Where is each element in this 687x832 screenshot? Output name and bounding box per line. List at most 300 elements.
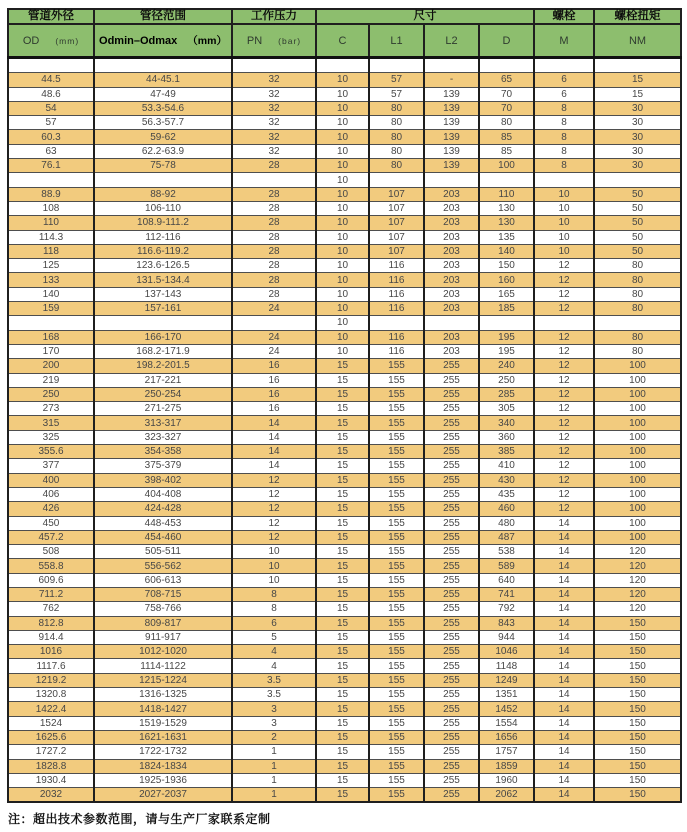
cell: 10 [534,201,594,215]
cell: 255 [424,587,479,601]
cell: 100 [594,359,681,373]
cell: 255 [424,387,479,401]
cell: 133 [8,273,94,287]
cell: 157-161 [94,302,232,316]
cell: 3.5 [232,688,316,702]
cell: 255 [424,602,479,616]
cell: 155 [369,716,424,730]
cell [94,316,232,330]
cell: 255 [424,773,479,787]
table-row [8,759,681,773]
cell: 139 [424,144,479,158]
cell: 110 [8,216,94,230]
cell: 44-45.1 [94,73,232,87]
cell: 114.3 [8,230,94,244]
table-row [8,73,681,87]
cell: 400 [8,473,94,487]
cell: 12 [534,402,594,416]
cell: 8 [534,159,594,173]
cell: 50 [594,216,681,230]
cell: 100 [594,502,681,516]
cell: 32 [232,101,316,115]
table-row [8,387,681,401]
cell: 15 [316,359,369,373]
cell [94,58,232,73]
cell: 1215-1224 [94,673,232,687]
cell: 203 [424,201,479,215]
cell: 155 [369,745,424,759]
cell: 10 [316,344,369,358]
cell [534,58,594,73]
cell: 70 [479,101,534,115]
cell: 12 [534,302,594,316]
cell: 100 [594,516,681,530]
table-row [8,201,681,215]
col-header-od-unit: (mm) [55,35,80,46]
cell: 609.6 [8,573,94,587]
cell: 1524 [8,716,94,730]
table-row [8,302,681,316]
table-row [8,273,681,287]
cell: 100 [594,459,681,473]
cell: 16 [232,402,316,416]
cell: 385 [479,445,534,459]
cell: 150 [479,259,534,273]
cell: 12 [232,487,316,501]
cell: 203 [424,330,479,344]
table-row [8,487,681,501]
cell: 271-275 [94,402,232,416]
cell: 424-428 [94,502,232,516]
cell: 15 [316,673,369,687]
cell: 56.3-57.7 [94,116,232,130]
cell: 8 [534,116,594,130]
cell: 809-817 [94,616,232,630]
cell: 14 [534,788,594,803]
cell: 155 [369,688,424,702]
cell: 15 [316,745,369,759]
cell: 75-78 [94,159,232,173]
cell: 12 [534,473,594,487]
cell: 155 [369,559,424,573]
cell: 1859 [479,759,534,773]
cell: - [424,73,479,87]
cell: 50 [594,244,681,258]
cell: 538 [479,545,534,559]
cell [232,316,316,330]
cell: 944 [479,630,534,644]
cell: 28 [232,187,316,201]
table-row [8,673,681,687]
cell: 155 [369,773,424,787]
cell: 139 [424,101,479,115]
table-row [8,359,681,373]
cell: 1046 [479,645,534,659]
cell: 255 [424,630,479,644]
cell: 120 [594,573,681,587]
table-row [8,173,681,187]
cell: 28 [232,287,316,301]
cell: 454-460 [94,530,232,544]
cell: 116.6-119.2 [94,244,232,258]
cell: 812.8 [8,616,94,630]
cell: 100 [594,416,681,430]
cell: 250 [8,387,94,401]
cell [479,173,534,187]
table-row [8,645,681,659]
table-row [8,630,681,644]
cell: 10 [232,559,316,573]
cell: 65 [479,73,534,87]
table-row [8,587,681,601]
cell: 30 [594,116,681,130]
table-row [8,130,681,144]
cell: 313-317 [94,416,232,430]
cell: 14 [232,430,316,444]
cell: 80 [594,273,681,287]
cell: 14 [232,416,316,430]
cell: 12 [534,273,594,287]
cell: 10 [316,273,369,287]
cell: 15 [316,445,369,459]
cell: 10 [316,101,369,115]
cell: 155 [369,602,424,616]
cell: 15 [316,630,369,644]
cell: 14 [534,773,594,787]
cell: 16 [232,373,316,387]
cell: 203 [424,273,479,287]
cell: 792 [479,602,534,616]
cell [8,58,94,73]
cell: 255 [424,673,479,687]
cell: 219 [8,373,94,387]
table-row [8,373,681,387]
cell [8,173,94,187]
cell: 116 [369,302,424,316]
cell: 59-62 [94,130,232,144]
cell: 80 [479,116,534,130]
cell: 250 [479,373,534,387]
cell: 10 [316,73,369,87]
cell: 217-221 [94,373,232,387]
cell: 12 [534,502,594,516]
table-row [8,144,681,158]
cell: 255 [424,688,479,702]
cell: 14 [534,616,594,630]
col-header-od-range-label: Odmin–Odmax [99,35,178,47]
cell: 32 [232,87,316,101]
cell: 255 [424,559,479,573]
cell: 1418-1427 [94,702,232,716]
cell: 1656 [479,730,534,744]
cell: 487 [479,530,534,544]
cell: 80 [369,159,424,173]
cell: 8 [534,101,594,115]
table-row [8,216,681,230]
cell: 155 [369,659,424,673]
cell [594,58,681,73]
cell: 203 [424,230,479,244]
cell: 32 [232,130,316,144]
cell: 155 [369,387,424,401]
cell: 123.6-126.5 [94,259,232,273]
cell: 15 [316,373,369,387]
header-group-row [8,9,681,24]
cell: 24 [232,344,316,358]
cell: 10 [316,173,369,187]
cell: 15 [316,573,369,587]
table-body [8,58,681,803]
cell: 15 [316,502,369,516]
cell: 160 [479,273,534,287]
col-header-d: D [479,24,534,58]
table-header [8,9,681,58]
cell: 255 [424,788,479,803]
table-row [8,244,681,258]
cell: 375-379 [94,459,232,473]
cell: 50 [594,230,681,244]
table-row [8,730,681,744]
cell: 139 [424,159,479,173]
table-row [8,545,681,559]
cell: 14 [534,688,594,702]
cell: 1727.2 [8,745,94,759]
cell: 3 [232,716,316,730]
cell: 255 [424,416,479,430]
cell: 3 [232,702,316,716]
cell: 708-715 [94,587,232,601]
cell: 44.5 [8,73,94,87]
cell: 53.3-54.6 [94,101,232,115]
cell: 14 [534,645,594,659]
table-row [8,602,681,616]
cell: 14 [534,745,594,759]
cell: 10 [534,230,594,244]
cell: 100 [594,445,681,459]
cell: 155 [369,473,424,487]
cell: 155 [369,630,424,644]
cell: 15 [316,616,369,630]
cell: 10 [316,116,369,130]
table-row [8,659,681,673]
cell: 155 [369,587,424,601]
cell: 12 [534,330,594,344]
cell: 107 [369,244,424,258]
cell: 100 [594,430,681,444]
cell: 14 [232,459,316,473]
cell: 15 [316,602,369,616]
cell: 57 [369,73,424,87]
cell: 255 [424,745,479,759]
cell: 155 [369,545,424,559]
cell: 255 [424,702,479,716]
cell: 203 [424,302,479,316]
cell: 273 [8,402,94,416]
header-sub-row [8,24,681,58]
cell: 155 [369,487,424,501]
cell: 10 [232,573,316,587]
cell: 80 [594,330,681,344]
cell: 1117.6 [8,659,94,673]
col-group-dimensions: 尺寸 [316,9,534,24]
cell: 80 [369,144,424,158]
cell: 14 [232,445,316,459]
cell [594,316,681,330]
cell: 325 [8,430,94,444]
cell: 195 [479,330,534,344]
cell: 1320.8 [8,688,94,702]
cell [424,173,479,187]
cell: 1316-1325 [94,688,232,702]
cell: 106-110 [94,201,232,215]
cell: 5 [232,630,316,644]
cell: 155 [369,730,424,744]
cell: 76.1 [8,159,94,173]
cell: 15 [316,516,369,530]
cell: 255 [424,530,479,544]
cell: 305 [479,402,534,416]
cell: 255 [424,487,479,501]
cell: 107 [369,201,424,215]
cell: 80 [594,287,681,301]
cell: 15 [316,459,369,473]
cell: 398-402 [94,473,232,487]
cell [232,58,316,73]
cell: 15 [316,759,369,773]
cell: 170 [8,344,94,358]
cell: 255 [424,359,479,373]
cell: 30 [594,130,681,144]
cell: 130 [479,216,534,230]
cell: 150 [594,645,681,659]
cell: 203 [424,187,479,201]
cell: 195 [479,344,534,358]
cell: 10 [316,244,369,258]
cell: 150 [594,659,681,673]
cell: 14 [534,602,594,616]
cell: 255 [424,730,479,744]
cell: 139 [424,87,479,101]
cell [94,173,232,187]
cell: 57 [369,87,424,101]
cell: 14 [534,659,594,673]
cell: 116 [369,330,424,344]
cell [479,316,534,330]
table-row [8,287,681,301]
cell: 10 [316,187,369,201]
cell: 255 [424,573,479,587]
table-row [8,230,681,244]
cell: 377 [8,459,94,473]
cell: 8 [232,602,316,616]
cell: 2062 [479,788,534,803]
cell: 1148 [479,659,534,673]
table-row [8,416,681,430]
cell: 15 [316,716,369,730]
cell: 1016 [8,645,94,659]
cell: 1012-1020 [94,645,232,659]
cell: 435 [479,487,534,501]
cell: 120 [594,587,681,601]
cell: 15 [316,402,369,416]
cell: 80 [594,302,681,316]
cell: 80 [369,130,424,144]
cell: 6 [534,73,594,87]
cell [479,58,534,73]
cell: 139 [424,130,479,144]
cell: 355.6 [8,445,94,459]
cell: 10 [534,244,594,258]
cell: 2032 [8,788,94,803]
col-header-l2: L2 [424,24,479,58]
cell: 15 [316,788,369,803]
cell: 1960 [479,773,534,787]
col-header-od [8,24,94,58]
cell: 150 [594,745,681,759]
cell: 107 [369,216,424,230]
table-row [8,745,681,759]
cell: 15 [316,688,369,702]
cell: 1 [232,759,316,773]
cell: 150 [594,688,681,702]
cell: 14 [534,516,594,530]
cell: 589 [479,559,534,573]
cell: 203 [424,244,479,258]
cell: 10 [316,259,369,273]
cell: 255 [424,402,479,416]
cell: 15 [316,587,369,601]
cell: 14 [534,530,594,544]
cell: 14 [534,702,594,716]
cell: 63 [8,144,94,158]
cell: 255 [424,645,479,659]
cell: 10 [316,302,369,316]
cell: 12 [534,487,594,501]
cell: 10 [316,130,369,144]
col-header-od-range-unit: （mm） [187,35,227,47]
cell: 340 [479,416,534,430]
cell: 12 [534,344,594,358]
cell: 30 [594,159,681,173]
cell: 28 [232,159,316,173]
table-row [8,688,681,702]
cell: 107 [369,187,424,201]
cell: 6 [534,87,594,101]
col-group-bolt: 螺栓 [534,9,594,24]
cell: 2 [232,730,316,744]
cell: 15 [316,545,369,559]
cell: 166-170 [94,330,232,344]
cell [369,58,424,73]
cell: 255 [424,516,479,530]
table-row [8,773,681,787]
cell: 606-613 [94,573,232,587]
cell: 203 [424,344,479,358]
cell: 70 [479,87,534,101]
cell: 150 [594,702,681,716]
cell: 410 [479,459,534,473]
cell: 255 [424,445,479,459]
cell: 4 [232,659,316,673]
cell: 10 [316,87,369,101]
cell: 12 [534,387,594,401]
cell: 255 [424,759,479,773]
cell: 185 [479,302,534,316]
cell: 12 [232,516,316,530]
cell: 255 [424,502,479,516]
cell: 30 [594,101,681,115]
col-header-pn [232,24,316,58]
